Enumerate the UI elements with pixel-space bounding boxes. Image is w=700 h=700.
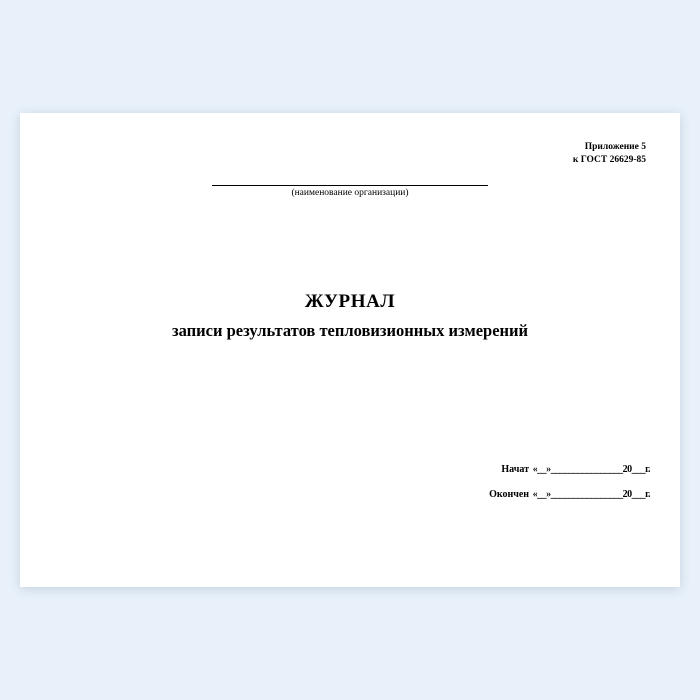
organization-field: [20, 175, 680, 198]
organization-caption: (наименование организации): [291, 188, 409, 198]
started-date-label: Начат: [501, 464, 530, 475]
page-title: ЖУРНАЛ: [304, 291, 396, 312]
dates-block: [489, 465, 650, 500]
appendix-standard: к ГОСТ 26629-85: [572, 154, 646, 165]
document-title-block: [20, 291, 680, 341]
started-date-row: [489, 465, 650, 475]
finished-date-row: [489, 490, 650, 500]
started-date-value: «__»________________20___г.: [532, 464, 650, 475]
appendix-reference: [573, 141, 646, 167]
finished-date-label: Окончен: [489, 489, 530, 500]
organization-write-line: [212, 175, 488, 186]
document-page: [20, 113, 680, 587]
appendix-number: Приложение 5: [584, 142, 646, 152]
page-subtitle: записи результатов тепловизионных измерений: [171, 320, 529, 340]
finished-date-value: «__»________________20___г.: [532, 489, 650, 500]
